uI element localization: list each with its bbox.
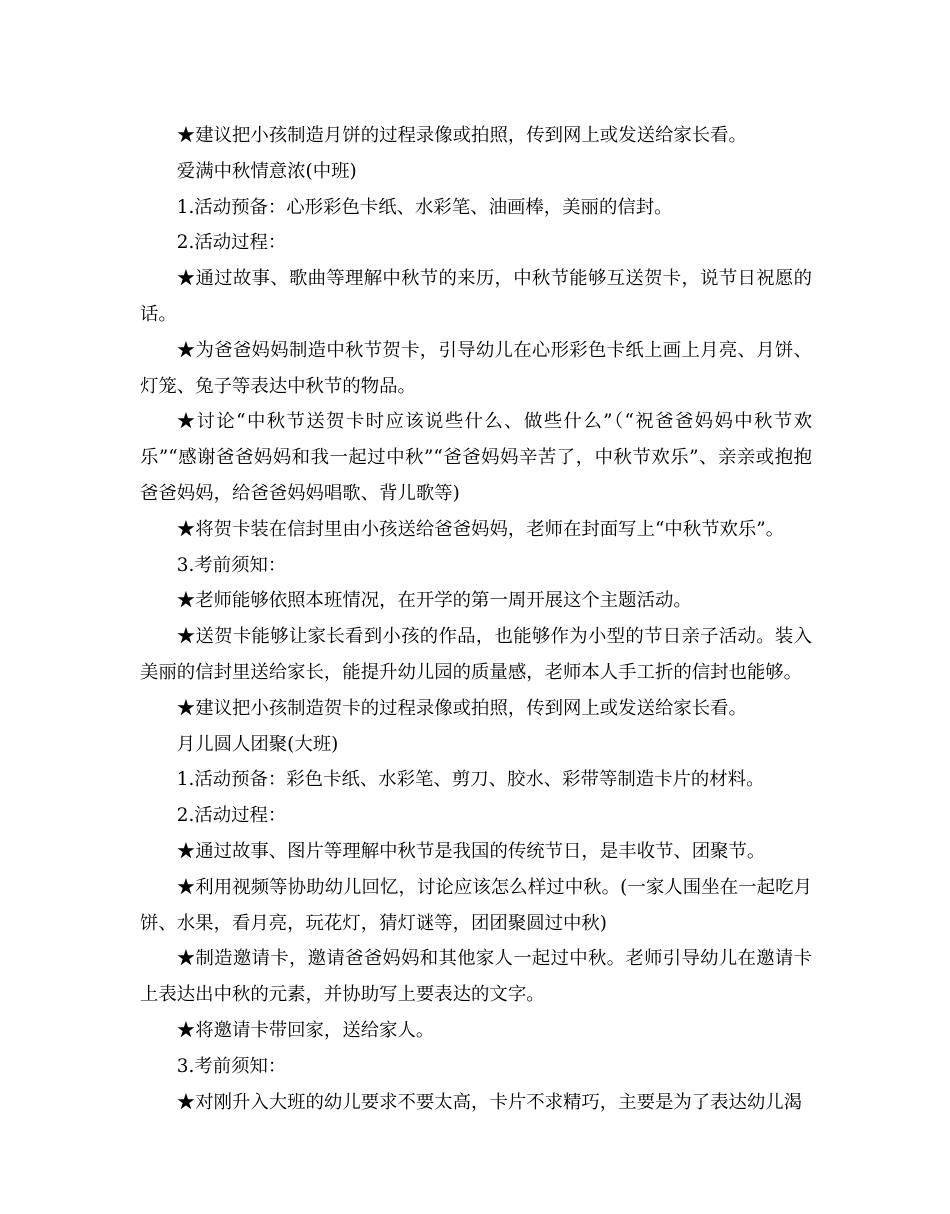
paragraph: ★讨论“中秋节送贺卡时应该说些什么、做些什么”（“祝爸爸妈妈中秋节欢乐”“感谢爸爸妈妈和我一起过中秋”“爸爸妈妈辛苦了，中秋节欢乐”、亲亲或抱抱爸爸妈妈，给爸爸妈妈唱歌、背儿歌等) bbox=[140, 411, 812, 504]
paragraph: 3.考前须知： bbox=[176, 554, 287, 576]
paragraph: ★建议把小孩制造贺卡的过程录像或拍照，传到网上或发送给家长看。 bbox=[176, 697, 747, 719]
paragraph: 3.考前须知： bbox=[176, 1055, 287, 1077]
paragraph: ★建议把小孩制造月饼的过程录像或拍照，传到网上或发送给家长看。 bbox=[176, 125, 747, 146]
section-heading-senior-class: 月儿圆人团聚(大班) bbox=[176, 733, 339, 755]
paragraph: ★将邀请卡带回家，送给家人。 bbox=[176, 1019, 435, 1041]
paragraph: 2.活动过程： bbox=[176, 232, 287, 254]
paragraph: 1.活动预备：心形彩色卡纸、水彩笔、油画棒，美丽的信封。 bbox=[176, 196, 673, 218]
section-heading-middle-class: 爱满中秋情意浓(中班) bbox=[176, 160, 357, 182]
paragraph: ★通过故事、歌曲等理解中秋节的来历，中秋节能够互送贺卡，说节日祝愿的话。 bbox=[140, 268, 812, 325]
paragraph: ★为爸爸妈妈制造中秋节贺卡，引导幼儿在心形彩色卡纸上画上月亮、月饼、灯笼、兔子等表达中秋节的物品。 bbox=[140, 339, 812, 397]
paragraph: ★制造邀请卡，邀请爸爸妈妈和其他家人一起过中秋。老师引导幼儿在邀请卡上表达出中秋的元素，并协助写上要表达的文字。 bbox=[140, 948, 812, 1006]
paragraph: ★对刚升入大班的幼儿要求不要太高，卡片不求精巧，主要是为了表达幼儿渴 bbox=[176, 1091, 803, 1113]
paragraph: ★送贺卡能够让家长看到小孩的作品，也能够作为小型的节日亲子活动。装入美丽的信封里送给家长，能提升幼儿园的质量感，老师本人手工折的信封也能够。 bbox=[140, 626, 812, 683]
paragraph: 1.活动预备：彩色卡纸、水彩笔、剪刀、胶水、彩带等制造卡片的材料。 bbox=[176, 769, 765, 791]
paragraph: ★将贺卡装在信封里由小孩送给爸爸妈妈，老师在封面写上“中秋节欢乐”。 bbox=[176, 518, 785, 540]
paragraph: ★通过故事、图片等理解中秋节是我国的传统节日，是丰收节、团聚节。 bbox=[176, 840, 766, 862]
paragraph: ★利用视频等协助幼儿回忆，讨论应该怎么样过中秋。(一家人围坐在一起吃月饼、水果，看月亮，玩花灯，猜灯谜等，团团聚圆过中秋) bbox=[140, 876, 812, 934]
paragraph: ★老师能够依照本班情况，在开学的第一周开展这个主题活动。 bbox=[176, 590, 692, 612]
document-body bbox=[140, 118, 812, 1120]
paragraph: 2.活动过程： bbox=[176, 805, 287, 827]
